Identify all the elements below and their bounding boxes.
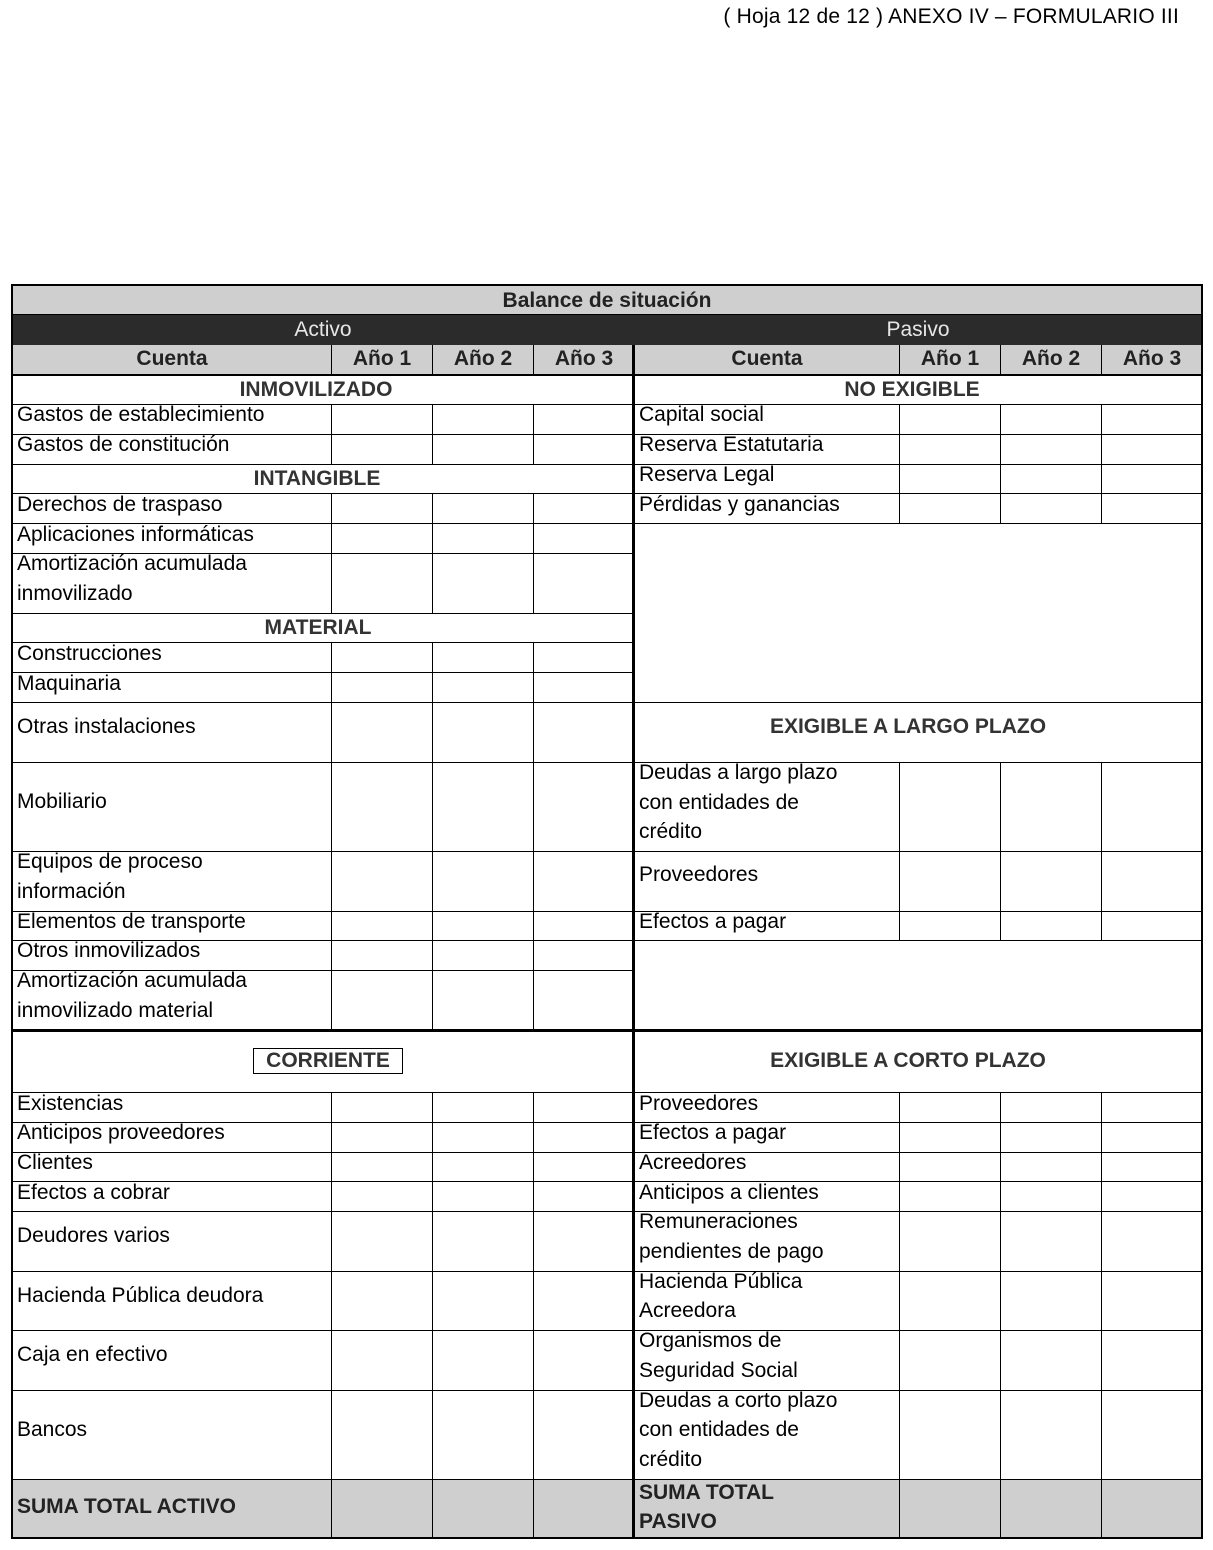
row-gastos-establecimiento: Gastos de establecimiento <box>17 403 265 426</box>
col-cuenta: Cuenta <box>136 347 208 370</box>
row-deudas-lp-line3: crédito <box>639 820 703 843</box>
heading-corriente: CORRIENTE <box>253 1048 403 1074</box>
row-efectos-pagar-cp: Efectos a pagar <box>639 1121 787 1144</box>
row-organismos-line1: Organismos de <box>639 1329 782 1352</box>
heading-intangible: INTANGIBLE <box>253 467 381 490</box>
row-efectos-pagar-lp: Efectos a pagar <box>639 910 787 933</box>
col-year-1: Año 1 <box>352 347 412 370</box>
row-anticipos-clientes: Anticipos a clientes <box>639 1181 819 1204</box>
total-activo: SUMA TOTAL ACTIVO <box>17 1495 236 1518</box>
row-reserva-estatutaria: Reserva Estatutaria <box>639 433 824 456</box>
row-efectos-cobrar: Efectos a cobrar <box>17 1181 170 1204</box>
heading-no-exigible: NO EXIGIBLE <box>844 378 980 401</box>
row-derechos-traspaso: Derechos de traspaso <box>17 493 223 516</box>
col-year-3: Año 3 <box>1122 347 1182 370</box>
row-remuneraciones-line1: Remuneraciones <box>639 1210 798 1233</box>
heading-material: MATERIAL <box>264 616 372 639</box>
pasivo-header-row <box>635 345 1201 375</box>
page-header: ( Hoja 12 de 12 ) ANEXO IV – FORMULARIO III <box>723 5 1179 28</box>
row-clientes: Clientes <box>17 1151 93 1174</box>
row-hacienda-deudora: Hacienda Pública deudora <box>17 1284 264 1307</box>
total-pasivo-line2: PASIVO <box>639 1510 717 1533</box>
row-maquinaria: Maquinaria <box>17 672 121 695</box>
row-capital-social: Capital social <box>639 403 764 426</box>
row-amortizacion-material-line2: inmovilizado material <box>17 999 214 1022</box>
row-deudas-lp-line2: con entidades de <box>639 791 799 814</box>
row-deudas-lp-line1: Deudas a largo plazo <box>639 761 838 784</box>
row-proveedores-lp: Proveedores <box>639 863 759 886</box>
row-construcciones: Construcciones <box>17 642 162 665</box>
row-aplicaciones-informaticas: Aplicaciones informáticas <box>17 523 254 546</box>
row-equipos-line1: Equipos de proceso <box>17 850 203 873</box>
row-hacienda-acreedora-line2: Acreedora <box>639 1299 736 1322</box>
row-deudas-cp-line2: con entidades de <box>639 1418 799 1441</box>
heading-inmovilizado: INMOVILIZADO <box>239 378 393 401</box>
row-bancos: Bancos <box>17 1418 88 1441</box>
row-amortizacion-material-line1: Amortización acumulada <box>17 969 247 992</box>
row-deudores-varios: Deudores varios <box>17 1224 170 1247</box>
col-year-2: Año 2 <box>1021 347 1081 370</box>
total-pasivo-line1: SUMA TOTAL <box>639 1481 774 1504</box>
row-caja-efectivo: Caja en efectivo <box>17 1343 168 1366</box>
row-deudas-cp-line3: crédito <box>639 1448 703 1471</box>
row-otros-inmovilizados: Otros inmovilizados <box>17 939 201 962</box>
row-proveedores-cp: Proveedores <box>639 1092 759 1115</box>
pasivo-label: Pasivo <box>886 318 950 341</box>
col-year-3: Año 3 <box>554 347 614 370</box>
activo-label: Activo <box>294 318 352 341</box>
activo-header-row <box>13 345 633 375</box>
row-perdidas-ganancias: Pérdidas y ganancias <box>639 493 840 516</box>
row-existencias: Existencias <box>17 1092 124 1115</box>
row-otras-instalaciones: Otras instalaciones <box>17 715 196 738</box>
col-year-1: Año 1 <box>920 347 980 370</box>
table-title: Balance de situación <box>13 286 1201 315</box>
heading-exigible-corto-plazo: EXIGIBLE A CORTO PLAZO <box>770 1049 1046 1072</box>
row-acreedores: Acreedores <box>639 1151 747 1174</box>
col-year-2: Año 2 <box>453 347 513 370</box>
row-anticipos-proveedores: Anticipos proveedores <box>17 1121 225 1144</box>
row-hacienda-acreedora-line1: Hacienda Pública <box>639 1270 803 1293</box>
row-equipos-line2: información <box>17 880 126 903</box>
row-elementos-transporte: Elementos de transporte <box>17 910 246 933</box>
row-mobiliario: Mobiliario <box>17 790 107 813</box>
balance-table <box>11 284 1203 1539</box>
row-gastos-constitucion: Gastos de constitución <box>17 433 230 456</box>
row-reserva-legal: Reserva Legal <box>639 463 775 486</box>
row-deudas-cp-line1: Deudas a corto plazo <box>639 1389 838 1412</box>
row-organismos-line2: Seguridad Social <box>639 1359 798 1382</box>
col-cuenta: Cuenta <box>731 347 803 370</box>
row-amortizacion-inmovilizado-line2: inmovilizado <box>17 582 133 605</box>
section-bar <box>13 315 1201 345</box>
heading-exigible-largo-plazo: EXIGIBLE A LARGO PLAZO <box>769 715 1047 738</box>
row-remuneraciones-line2: pendientes de pago <box>639 1240 824 1263</box>
row-amortizacion-inmovilizado-line1: Amortización acumulada <box>17 552 247 575</box>
